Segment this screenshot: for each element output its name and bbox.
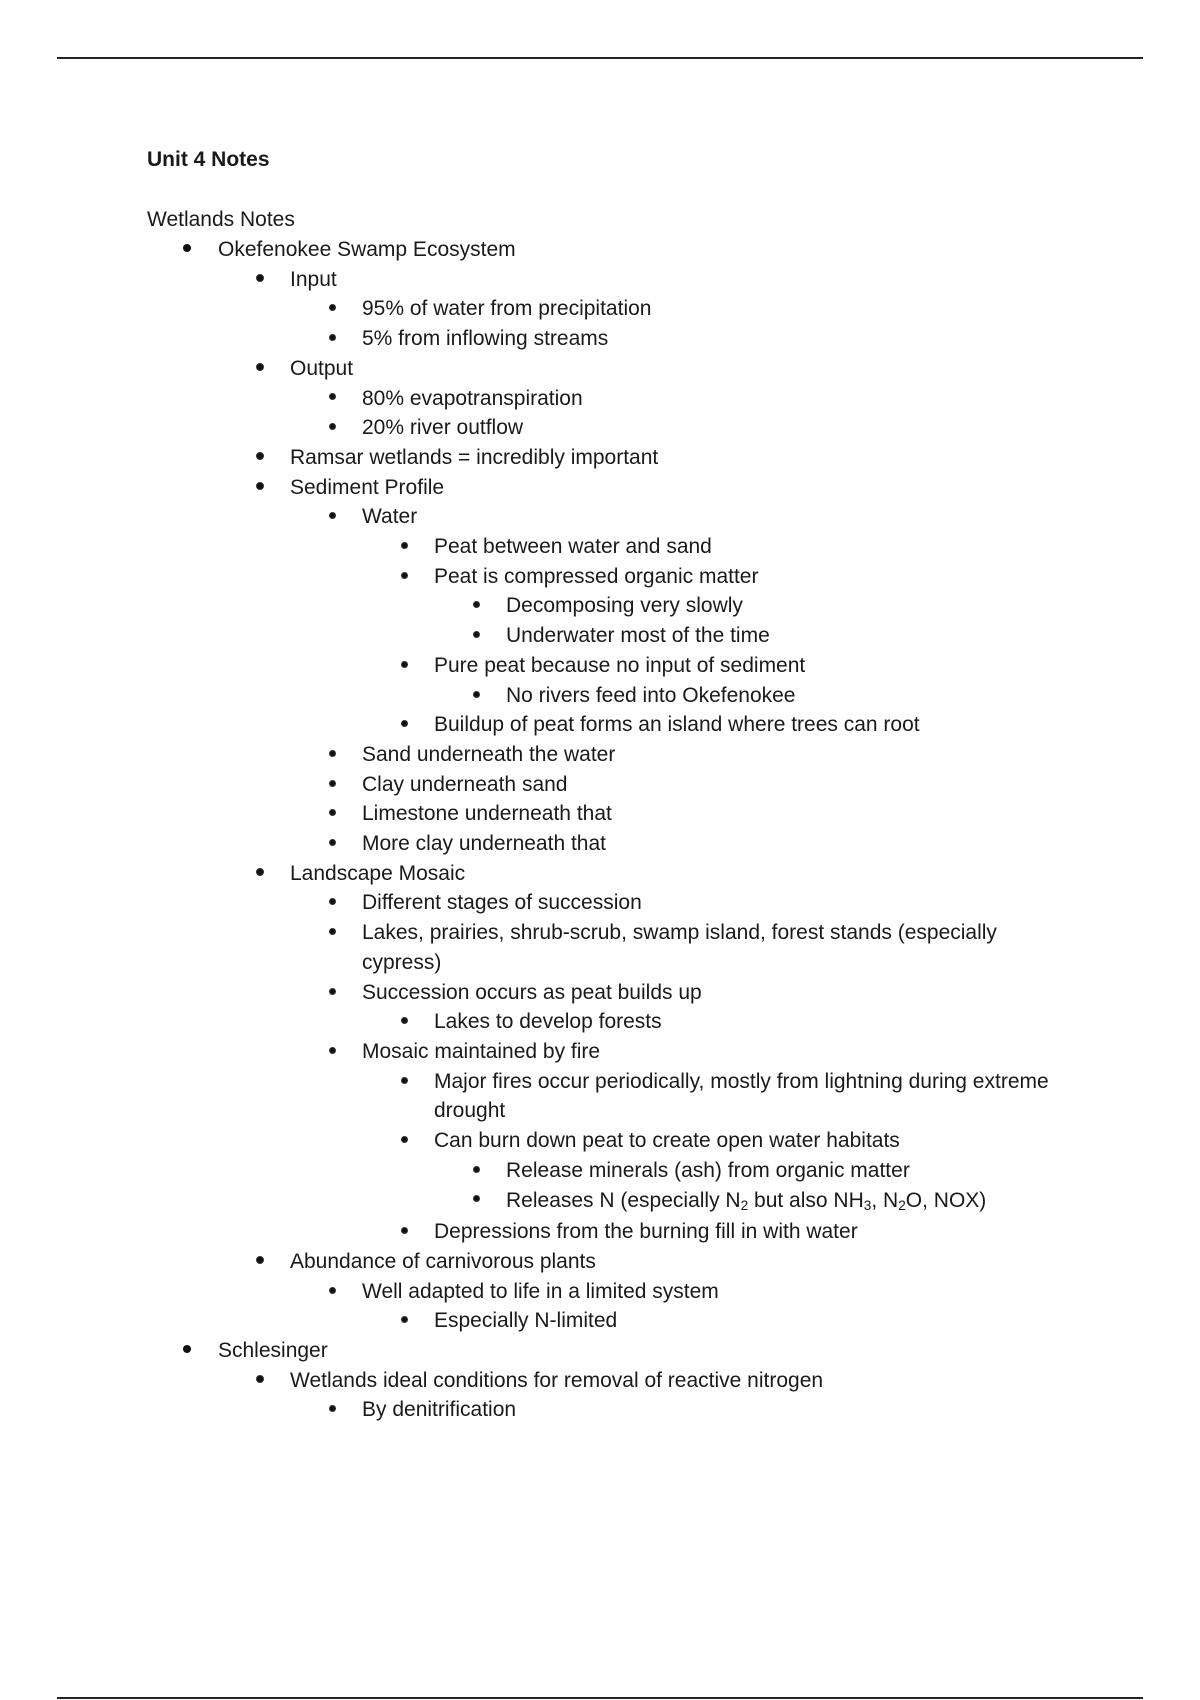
list-item-text: Ramsar wetlands = incredibly important <box>290 445 659 469</box>
list-item <box>290 1037 1077 1247</box>
bullet-dot-icon <box>394 1067 414 1097</box>
bullet-circle-icon <box>466 1156 486 1186</box>
list-item-text: Landscape Mosaic <box>290 861 466 885</box>
list-item <box>362 532 1077 562</box>
list-item-text <box>506 1189 986 1212</box>
list-item-text: Depressions from the burning fill in with water <box>434 1220 858 1244</box>
bullet-circle-icon <box>466 1186 486 1216</box>
list-item <box>290 829 1077 859</box>
list-item <box>434 1186 1077 1218</box>
list-item <box>218 1366 1077 1425</box>
list-item <box>362 562 1077 651</box>
bullet-dot-icon <box>394 1007 414 1037</box>
list-item <box>362 1126 1077 1217</box>
list-item-text: Input <box>290 267 337 291</box>
bullet-circle-icon <box>250 1247 270 1277</box>
bullet-square-icon <box>322 978 342 1008</box>
list-item <box>147 235 1077 1336</box>
list-item-text: 5% from inflowing streams <box>362 327 609 351</box>
bullet-circle-icon <box>250 1366 270 1396</box>
list-item-text: Well adapted to life in a limited system <box>362 1279 719 1303</box>
list-item-text: Major fires occur periodically, mostly from lightning during extreme drought <box>434 1069 1049 1123</box>
bullet-dot-icon <box>394 710 414 740</box>
bullet-circle-icon <box>250 859 270 889</box>
bullet-square-icon <box>322 294 342 324</box>
list-item-text: Limestone underneath that <box>362 802 612 826</box>
bullet-circle-icon <box>466 681 486 711</box>
sublist <box>434 591 1077 650</box>
list-item <box>218 473 1077 859</box>
chem-text: , N <box>871 1188 899 1212</box>
bullet-circle-icon <box>466 591 486 621</box>
list-item <box>290 324 1077 354</box>
sublist <box>290 502 1077 858</box>
list-item <box>290 502 1077 740</box>
subscript: 2 <box>898 1197 906 1213</box>
bullet-dot-icon <box>394 1126 414 1156</box>
bullet-square-icon <box>322 799 342 829</box>
document-body <box>147 145 1077 1425</box>
list-item-text: Peat is compressed organic matter <box>434 564 759 588</box>
chem-text: but also NH <box>748 1188 864 1212</box>
list-item-text: Can burn down peat to create open water habitats <box>434 1129 900 1153</box>
list-item <box>290 294 1077 324</box>
bullet-dot-icon <box>177 235 197 265</box>
list-item <box>434 621 1077 651</box>
bullet-square-icon <box>322 1277 342 1307</box>
list-item-text: Lakes, prairies, shrub-scrub, swamp island, forest stands (especially cypress) <box>362 921 997 974</box>
list-item <box>218 443 1077 473</box>
list-item-text: Lakes to develop forests <box>434 1010 662 1034</box>
list-item <box>290 888 1077 918</box>
list-item <box>290 918 1077 977</box>
bullet-circle-icon <box>250 265 270 295</box>
list-item-text: Schlesinger <box>218 1339 328 1363</box>
list-item-text: Especially N-limited <box>434 1309 618 1333</box>
bullet-square-icon <box>322 740 342 770</box>
bullet-dot-icon <box>394 651 414 681</box>
chem-text: O, NOX) <box>905 1188 987 1212</box>
list-item-text: Pure peat because no input of sediment <box>434 653 806 677</box>
bullet-dot-icon <box>394 562 414 592</box>
list-item <box>290 413 1077 443</box>
list-item <box>218 265 1077 354</box>
header-rule <box>57 57 1143 59</box>
list-item-text: More clay underneath that <box>362 832 606 856</box>
bullet-dot-icon <box>394 532 414 562</box>
list-item <box>434 591 1077 621</box>
list-item <box>218 1247 1077 1336</box>
sublist <box>362 1007 1077 1037</box>
list-item-text: Buildup of peat forms an island where trees can root <box>434 713 920 737</box>
list-item <box>290 978 1077 1037</box>
bullet-square-icon <box>322 770 342 800</box>
sublist <box>290 888 1077 1246</box>
list-item-text: 80% evapotranspiration <box>362 386 583 410</box>
bullet-circle-icon <box>250 354 270 384</box>
bullet-dot-icon <box>394 1217 414 1247</box>
bullet-square-icon <box>322 413 342 443</box>
list-item-text: Water <box>362 505 418 529</box>
bullet-circle-icon <box>250 443 270 473</box>
list-item <box>362 1217 1077 1247</box>
list-item-text: Peat between water and sand <box>434 535 712 559</box>
list-item <box>290 799 1077 829</box>
list-item <box>362 1067 1077 1126</box>
list-item-text: Release minerals (ash) from organic matter <box>506 1158 910 1182</box>
sublist <box>218 1366 1077 1425</box>
bullet-square-icon <box>322 888 342 918</box>
bullet-circle-icon <box>466 621 486 651</box>
sublist <box>290 294 1077 353</box>
list-item-text: Output <box>290 356 354 380</box>
footer-rule <box>57 1697 1143 1699</box>
list-item-text: Decomposing very slowly <box>506 594 743 618</box>
sublist <box>434 1156 1077 1217</box>
list-item-text: Okefenokee Swamp Ecosystem <box>218 238 516 261</box>
list-item-text: Clay underneath sand <box>362 772 568 796</box>
subscript: 2 <box>740 1197 749 1213</box>
bullet-square-icon <box>322 384 342 414</box>
section-heading: Wetlands Notes <box>147 208 295 231</box>
sublist <box>290 1395 1077 1425</box>
list-item <box>290 740 1077 770</box>
page-title: Unit 4 Notes <box>147 148 270 171</box>
list-item-text: Abundance of carnivorous plants <box>290 1249 596 1273</box>
list-item <box>218 354 1077 443</box>
list-item <box>290 384 1077 414</box>
bullet-square-icon <box>322 1037 342 1067</box>
bullet-square-icon <box>322 918 342 948</box>
list-item <box>147 1336 1077 1425</box>
sublist <box>290 384 1077 443</box>
subscript: 3 <box>863 1197 872 1213</box>
bullet-square-icon <box>322 502 342 532</box>
list-item <box>290 1277 1077 1336</box>
list-item <box>434 1156 1077 1186</box>
list-item-text: 20% river outflow <box>362 416 524 440</box>
bullet-dot-icon <box>177 1336 197 1366</box>
list-item <box>362 1306 1077 1336</box>
list-item-text: By denitrification <box>362 1398 517 1422</box>
list-item <box>362 710 1077 740</box>
list-item <box>434 681 1077 711</box>
bullet-square-icon <box>322 829 342 859</box>
sublist <box>362 532 1077 740</box>
list-item <box>362 651 1077 710</box>
list-item-text: Succession occurs as peat builds up <box>362 980 702 1004</box>
sublist <box>218 265 1077 1336</box>
list-item <box>362 1007 1077 1037</box>
list-item-text: Sediment Profile <box>290 475 445 499</box>
outline-list <box>147 235 1077 1425</box>
chem-text: Releases N (especially N <box>506 1188 741 1212</box>
sublist <box>362 1067 1077 1247</box>
sublist <box>362 1306 1077 1336</box>
list-item-text: No rivers feed into Okefenokee <box>506 683 796 707</box>
list-item <box>290 770 1077 800</box>
bullet-circle-icon <box>250 473 270 503</box>
list-item-text: Underwater most of the time <box>506 624 770 648</box>
list-item-text: Sand underneath the water <box>362 742 616 766</box>
list-item <box>218 859 1077 1247</box>
sublist <box>290 1277 1077 1336</box>
sublist <box>434 681 1077 711</box>
bullet-dot-icon <box>394 1306 414 1336</box>
list-item-text: Different stages of succession <box>362 891 642 915</box>
list-item-text: Wetlands ideal conditions for removal of reactive nitrogen <box>290 1368 824 1392</box>
bullet-square-icon <box>322 324 342 354</box>
list-item <box>290 1395 1077 1425</box>
bullet-square-icon <box>322 1395 342 1425</box>
list-item-text: Mosaic maintained by fire <box>362 1039 601 1063</box>
list-item-text: 95% of water from precipitation <box>362 297 652 321</box>
